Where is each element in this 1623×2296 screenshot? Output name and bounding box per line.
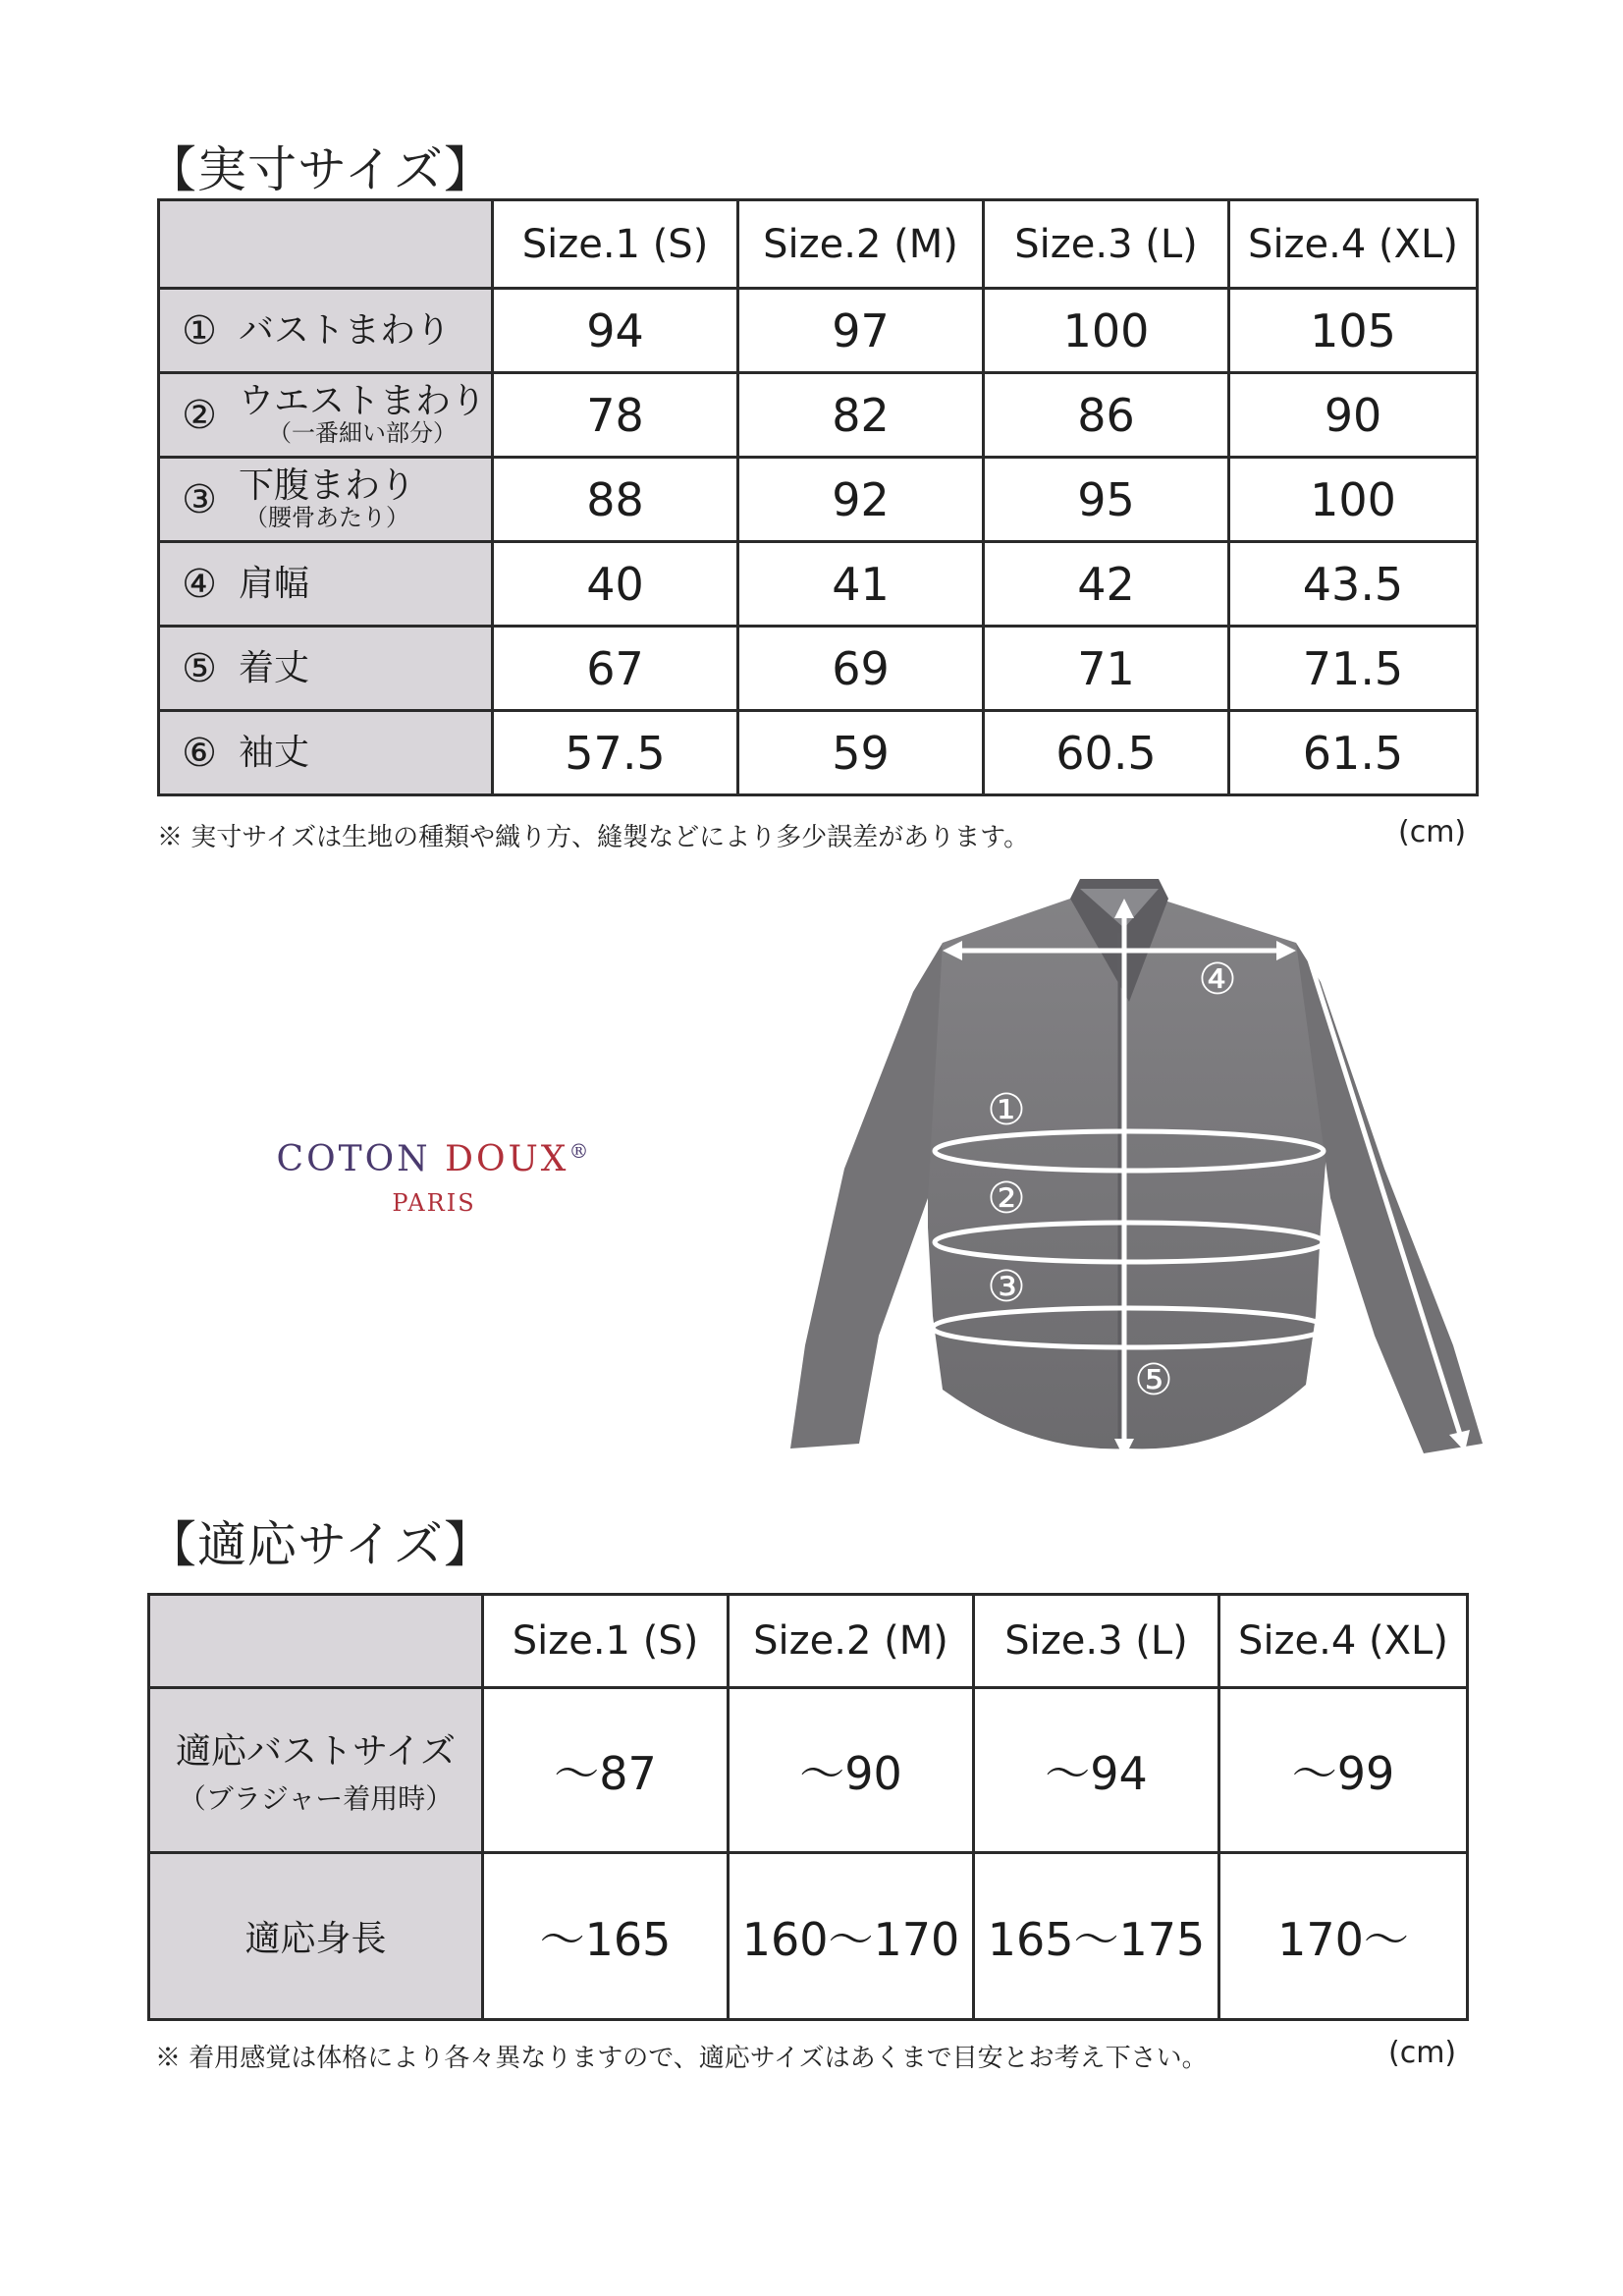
table-row <box>159 289 1478 373</box>
table-cell: 105 <box>1229 289 1478 373</box>
row-header <box>159 542 493 627</box>
table-cell: 97 <box>738 289 984 373</box>
brand-logo <box>257 1139 611 1217</box>
table-row <box>159 711 1478 795</box>
table-cell: 94 <box>493 289 738 373</box>
table-cell: 71 <box>984 627 1229 711</box>
col-header-size2: Size.2 (M) <box>738 200 984 289</box>
fit-size-title: 【適応サイズ】 <box>147 1516 494 1573</box>
fit-size-table <box>147 1593 1469 2021</box>
row-label: 肩幅 <box>239 563 310 604</box>
row-label: 下腹まわり <box>239 465 416 507</box>
shirt-left-sleeve <box>790 943 943 1449</box>
table-cell: 42 <box>984 542 1229 627</box>
table-cell: ～94 <box>974 1688 1219 1853</box>
table-cell: ～90 <box>729 1688 974 1853</box>
table-row <box>159 542 1478 627</box>
table-cell: 43.5 <box>1229 542 1478 627</box>
actual-size-title: 【実寸サイズ】 <box>147 141 494 198</box>
table-cell: 78 <box>493 373 738 458</box>
table-cell: 71.5 <box>1229 627 1478 711</box>
fit-unit: (cm) <box>1388 2036 1457 2070</box>
row-label: 袖丈 <box>239 732 310 773</box>
table-row <box>149 1688 1468 1853</box>
row-header <box>159 711 493 795</box>
brand-reg-mark: ® <box>568 1139 592 1163</box>
row-number: ⑥ <box>182 730 217 776</box>
fit-header-row <box>149 1595 1468 1688</box>
table-corner <box>159 200 493 289</box>
fit-note: ※ 着用感覚は体格により各々異なりますので、適応サイズはあくまで目安とお考え下さい。 <box>155 2044 1208 2073</box>
brand-sub: PARIS <box>392 1189 476 1217</box>
row-label: 着丈 <box>239 647 310 688</box>
row-number: ② <box>182 392 217 438</box>
row-number: ① <box>182 307 217 354</box>
col-header-size1: Size.1 (S) <box>493 200 738 289</box>
table-row <box>149 1853 1468 2020</box>
table-cell: 160～170 <box>729 1853 974 2020</box>
row-header <box>159 289 493 373</box>
table-cell: 82 <box>738 373 984 458</box>
shirt-diagram <box>785 874 1492 1512</box>
brand-name-b: DOUX <box>445 1139 569 1179</box>
marker-5: ⑤ <box>1134 1355 1173 1405</box>
actual-unit: (cm) <box>1398 815 1467 849</box>
row-number: ④ <box>182 561 217 607</box>
marker-3: ③ <box>987 1262 1026 1312</box>
table-cell: 41 <box>738 542 984 627</box>
fit-col-header-size4: Size.4 (XL) <box>1219 1595 1468 1688</box>
table-cell: 100 <box>1229 458 1478 542</box>
table-cell: 170～ <box>1219 1853 1468 2020</box>
table-cell: ～165 <box>483 1853 729 2020</box>
marker-6: ⑥ <box>1394 1144 1434 1194</box>
row-label: 適応身長 <box>244 1919 387 1959</box>
table-cell: ～87 <box>483 1688 729 1853</box>
table-cell: 100 <box>984 289 1229 373</box>
fit-col-header-size3: Size.3 (L) <box>974 1595 1219 1688</box>
actual-size-table <box>157 198 1479 796</box>
row-header <box>149 1853 483 2020</box>
fit-col-header-size1: Size.1 (S) <box>483 1595 729 1688</box>
table-row <box>159 627 1478 711</box>
marker-4: ④ <box>1198 955 1237 1005</box>
row-label: バストまわり <box>239 309 452 351</box>
brand-name-a: COTON <box>276 1139 446 1179</box>
marker-1: ① <box>987 1085 1026 1135</box>
shirt-right-sleeve <box>1296 943 1483 1453</box>
table-cell: 165～175 <box>974 1853 1219 2020</box>
table-row <box>159 373 1478 458</box>
table-cell: 92 <box>738 458 984 542</box>
table-cell: 61.5 <box>1229 711 1478 795</box>
fit-col-header-size2: Size.2 (M) <box>729 1595 974 1688</box>
row-sublabel: （ブラジャー着用時） <box>178 1782 454 1815</box>
table-cell: 40 <box>493 542 738 627</box>
row-number: ⑤ <box>182 645 217 691</box>
table-cell: 69 <box>738 627 984 711</box>
table-cell: 60.5 <box>984 711 1229 795</box>
row-header <box>159 458 493 542</box>
table-cell: 57.5 <box>493 711 738 795</box>
row-sublabel: （腰骨あたり） <box>244 504 409 532</box>
table-cell: 90 <box>1229 373 1478 458</box>
row-sublabel: （一番細い部分） <box>268 419 457 448</box>
row-label: 適応バストサイズ <box>175 1731 457 1772</box>
row-header <box>149 1688 483 1853</box>
row-header <box>159 627 493 711</box>
table-cell: 59 <box>738 711 984 795</box>
table-cell: ～99 <box>1219 1688 1468 1853</box>
col-header-size4: Size.4 (XL) <box>1229 200 1478 289</box>
table-row <box>159 458 1478 542</box>
fit-table-corner <box>149 1595 483 1688</box>
table-cell: 86 <box>984 373 1229 458</box>
table-cell: 95 <box>984 458 1229 542</box>
marker-2: ② <box>987 1174 1026 1224</box>
table-cell: 67 <box>493 627 738 711</box>
row-header <box>159 373 493 458</box>
row-label: ウエストまわり <box>239 381 487 422</box>
actual-note: ※ 実寸サイズは生地の種類や織り方、縫製などにより多少誤差があります。 <box>157 823 1030 852</box>
row-number: ③ <box>182 476 217 522</box>
sleeve-measure-line <box>1306 948 1463 1444</box>
col-header-size3: Size.3 (L) <box>984 200 1229 289</box>
table-cell: 88 <box>493 458 738 542</box>
actual-header-row <box>159 200 1478 289</box>
